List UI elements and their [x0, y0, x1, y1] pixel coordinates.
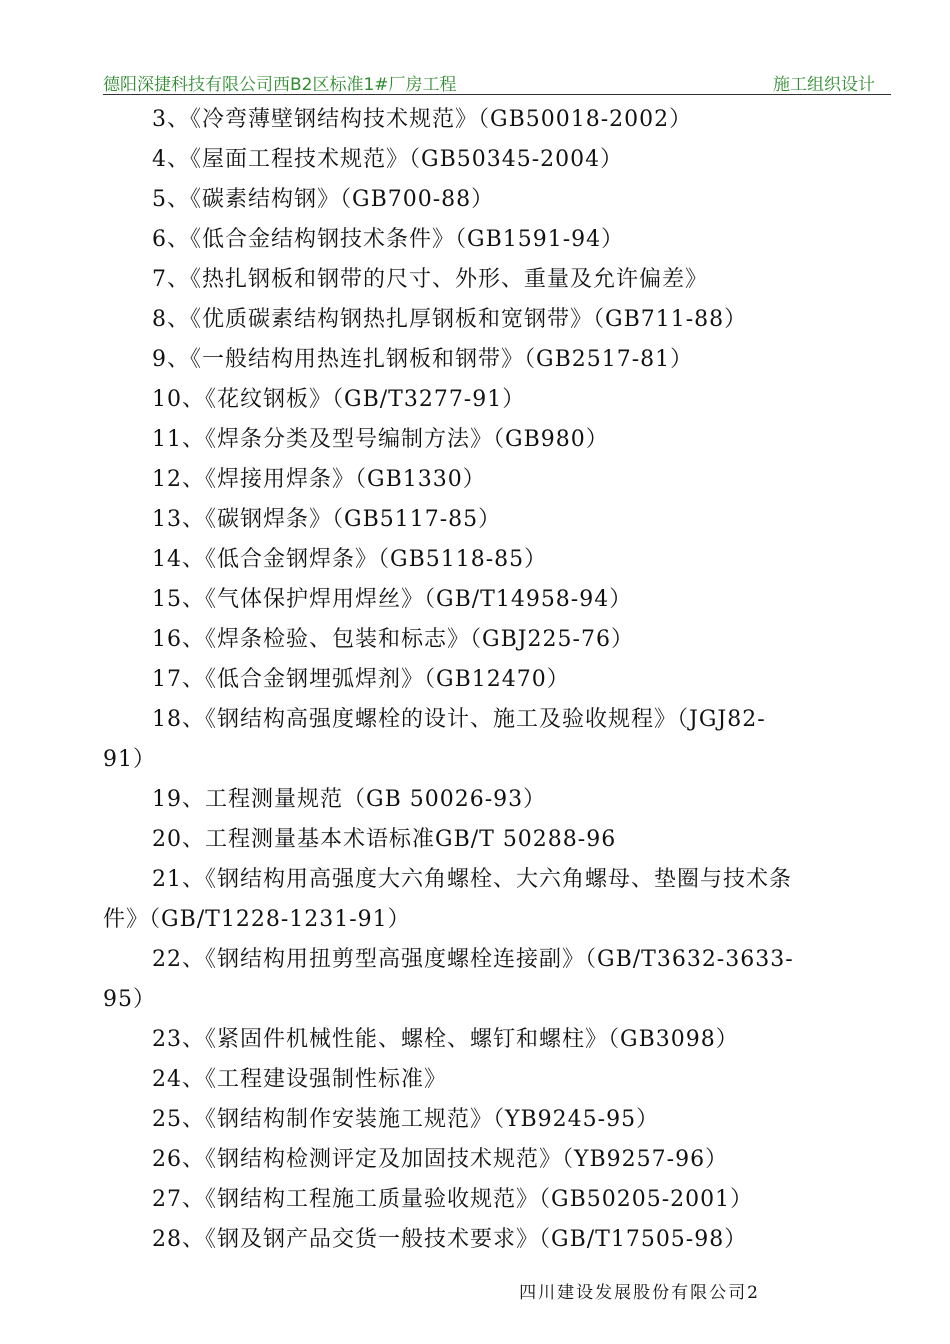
list-item: 26、《钢结构检测评定及加固技术规范》（YB9257-96） [152, 1147, 729, 1172]
list-item: 7、《热扎钢板和钢带的尺寸、外形、重量及允许偏差》 [152, 267, 708, 292]
list-item: 14、《低合金钢焊条》（GB5118-85） [152, 547, 548, 572]
list-item: 27、《钢结构工程施工质量验收规范》（GB50205-2001） [152, 1187, 754, 1212]
list-item-continuation: 件》（GB/T1228-1231-91） [103, 907, 411, 932]
list-item: 6、《低合金结构钢技术条件》（GB1591-94） [152, 227, 625, 252]
page-footer [0, 1278, 760, 1303]
list-item: 28、《钢及钢产品交货一般技术要求》（GB/T17505-98） [152, 1227, 748, 1252]
header-document-type: 施工组织设计 [773, 75, 875, 95]
page-header [103, 70, 891, 95]
list-item: 24、《工程建设强制性标准》 [152, 1067, 447, 1092]
list-item: 3、《冷弯薄壁钢结构技术规范》（GB50018-2002） [152, 107, 693, 132]
list-item: 15、《气体保护焊用焊丝》（GB/T14958-94） [152, 587, 633, 612]
list-item: 22、《钢结构用扭剪型高强度螺栓连接副》（GB/T3632-3633- [152, 947, 794, 972]
list-item: 9、《一般结构用热连扎钢板和钢带》（GB2517-81） [152, 347, 694, 372]
list-item: 8、《优质碳素结构钢热扎厚钢板和宽钢带》（GB711-88） [152, 307, 748, 332]
list-item: 25、《钢结构制作安装施工规范》（YB9245-95） [152, 1107, 660, 1132]
list-item: 4、《屋面工程技术规范》（GB50345-2004） [152, 147, 624, 172]
list-item: 20、工程测量基本术语标准GB/T 50288-96 [152, 827, 617, 852]
list-item: 23、《紧固件机械性能、螺栓、螺钉和螺柱》（GB3098） [152, 1027, 739, 1052]
page-number: 2 [747, 1283, 760, 1303]
list-item: 5、《碳素结构钢》（GB700-88） [152, 187, 495, 212]
list-item: 17、《低合金钢埋弧焊剂》（GB12470） [152, 667, 570, 692]
list-item: 10、《花纹钢板》（GB/T3277-91） [152, 387, 526, 412]
header-project-title: 德阳深捷科技有限公司西B2区标准1#厂房工程 [103, 75, 457, 95]
list-item: 21、《钢结构用高强度大六角螺栓、大六角螺母、垫圈与技术条 [152, 867, 792, 892]
list-item-continuation: 95） [103, 987, 156, 1012]
list-item: 19、工程测量规范（GB 50026-93） [152, 787, 547, 812]
list-item: 11、《焊条分类及型号编制方法》（GB980） [152, 427, 609, 452]
list-item: 13、《碳钢焊条》（GB5117-85） [152, 507, 502, 532]
list-item-continuation: 91） [103, 747, 156, 772]
list-item: 18、《钢结构高强度螺栓的设计、施工及验收规程》（JGJ82- [152, 707, 766, 732]
standards-list [103, 100, 891, 1260]
list-item: 12、《焊接用焊条》（GB1330） [152, 467, 486, 492]
list-item: 16、《焊条检验、包装和标志》（GBJ225-76） [152, 627, 634, 652]
footer-company: 四川建设发展股份有限公司 [519, 1283, 748, 1303]
